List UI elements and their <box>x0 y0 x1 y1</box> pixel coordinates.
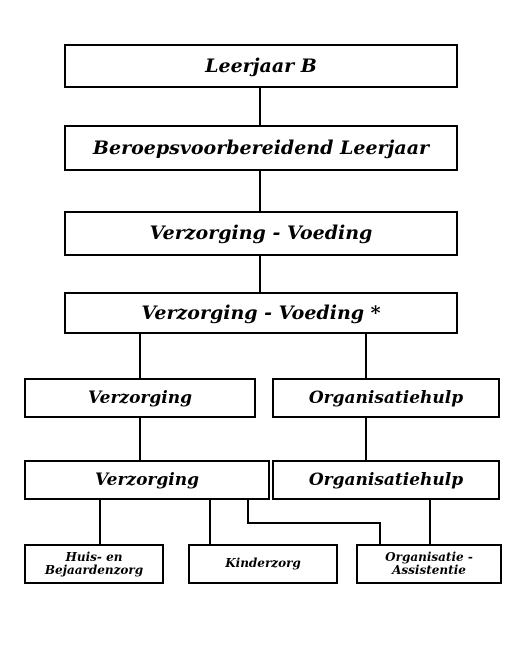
node-verzorging-2 <box>24 460 270 500</box>
node-label: Leerjaar B <box>205 54 317 77</box>
node-kinderzorg <box>188 544 338 584</box>
node-organisatiehulp-1 <box>272 378 500 418</box>
connector-10 <box>248 500 380 544</box>
node-organisatie-assistentie <box>356 544 502 584</box>
node-label: Verzorging - Voeding * <box>141 301 381 324</box>
node-label: Beroepsvoorbereidend Leerjaar <box>92 136 430 159</box>
node-label-line-2: Bejaardenzorg <box>44 563 144 577</box>
node-label: Verzorging <box>95 469 199 490</box>
node-verzorging-1 <box>24 378 256 418</box>
node-label-line-1: Huis- en <box>65 549 123 564</box>
node-leerjaar-b <box>64 44 458 88</box>
node-verzorging-voeding-1 <box>64 211 458 256</box>
node-beroepsvoorbereidend-leerjaar <box>64 125 458 171</box>
node-label-line-1: Organisatie - <box>385 549 473 564</box>
node-verzorging-voeding-2 <box>64 292 458 334</box>
node-label: Verzorging <box>88 387 192 408</box>
node-organisatiehulp-2 <box>272 460 500 500</box>
node-label: Verzorging - Voeding <box>149 222 373 245</box>
node-huis-en-bejaardenzorg <box>24 544 164 584</box>
node-label-line-2: Assistentie <box>392 563 466 577</box>
node-label: Organisatiehulp <box>308 469 464 490</box>
node-label: Kinderzorg <box>225 556 301 571</box>
node-label: Organisatiehulp <box>308 387 464 408</box>
